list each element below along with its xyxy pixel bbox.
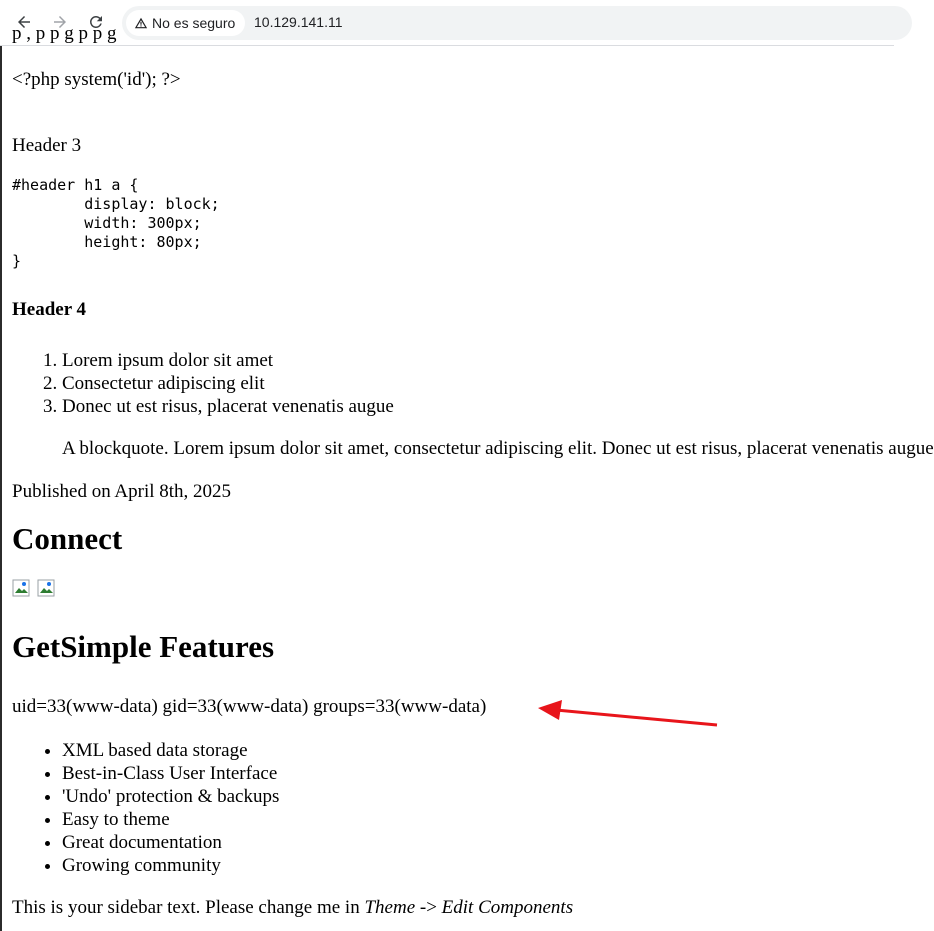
published-date: Published on April 8th, 2025	[12, 481, 232, 502]
sidebar-prefix: This is your sidebar text. Please change me in	[12, 897, 365, 918]
blockquote: A blockquote. Lorem ipsum dolor sit amet, consectetur adipiscing elit. Donec ut est risus, placerat venenatis augue	[62, 438, 934, 459]
list-item: • Easy to theme	[62, 808, 279, 831]
sidebar-edit: Edit Components	[441, 897, 574, 918]
ordered-list	[12, 349, 394, 418]
list-item: • Great documentation	[62, 831, 279, 854]
features-list	[12, 739, 279, 877]
list-item: • Best-in-Class User Interface	[62, 762, 279, 785]
social-icons	[12, 579, 57, 597]
url-text[interactable]: 10.129.141.11	[254, 14, 343, 30]
connect-heading: Connect	[12, 521, 123, 556]
security-label: No es seguro	[152, 15, 236, 31]
command-output: uid=33(www-data) gid=33(www-data) groups=33(www-data)	[12, 696, 487, 717]
css-code-block: #header h1 a { display: block; width: 300px; height: 80px; }	[12, 176, 220, 270]
list-item: • XML based data storage	[62, 739, 279, 762]
sidebar-theme: Theme	[364, 897, 416, 918]
header-3: Header 3	[12, 135, 82, 156]
annotation-arrow-icon	[536, 698, 720, 730]
broken-image-icon[interactable]	[12, 579, 32, 597]
php-code-line: <?php system('id'); ?>	[12, 69, 181, 90]
list-item: • 'Undo' protection & backups	[62, 785, 279, 808]
features-heading: GetSimple Features	[12, 629, 275, 664]
list-item: 3. Donec ut est risus, placerat venenatis augue	[62, 395, 394, 418]
broken-image-icon[interactable]	[37, 579, 57, 597]
list-item: • Growing community	[62, 854, 279, 877]
header-4: Header 4	[12, 299, 87, 320]
sidebar-arrow: ->	[415, 897, 442, 918]
cutoff-paragraph: p , p p g p p g	[12, 23, 117, 44]
sidebar-text	[12, 897, 573, 919]
list-item: 2. Consectetur adipiscing elit	[62, 372, 394, 395]
list-item: 1. Lorem ipsum dolor sit amet	[62, 349, 394, 372]
